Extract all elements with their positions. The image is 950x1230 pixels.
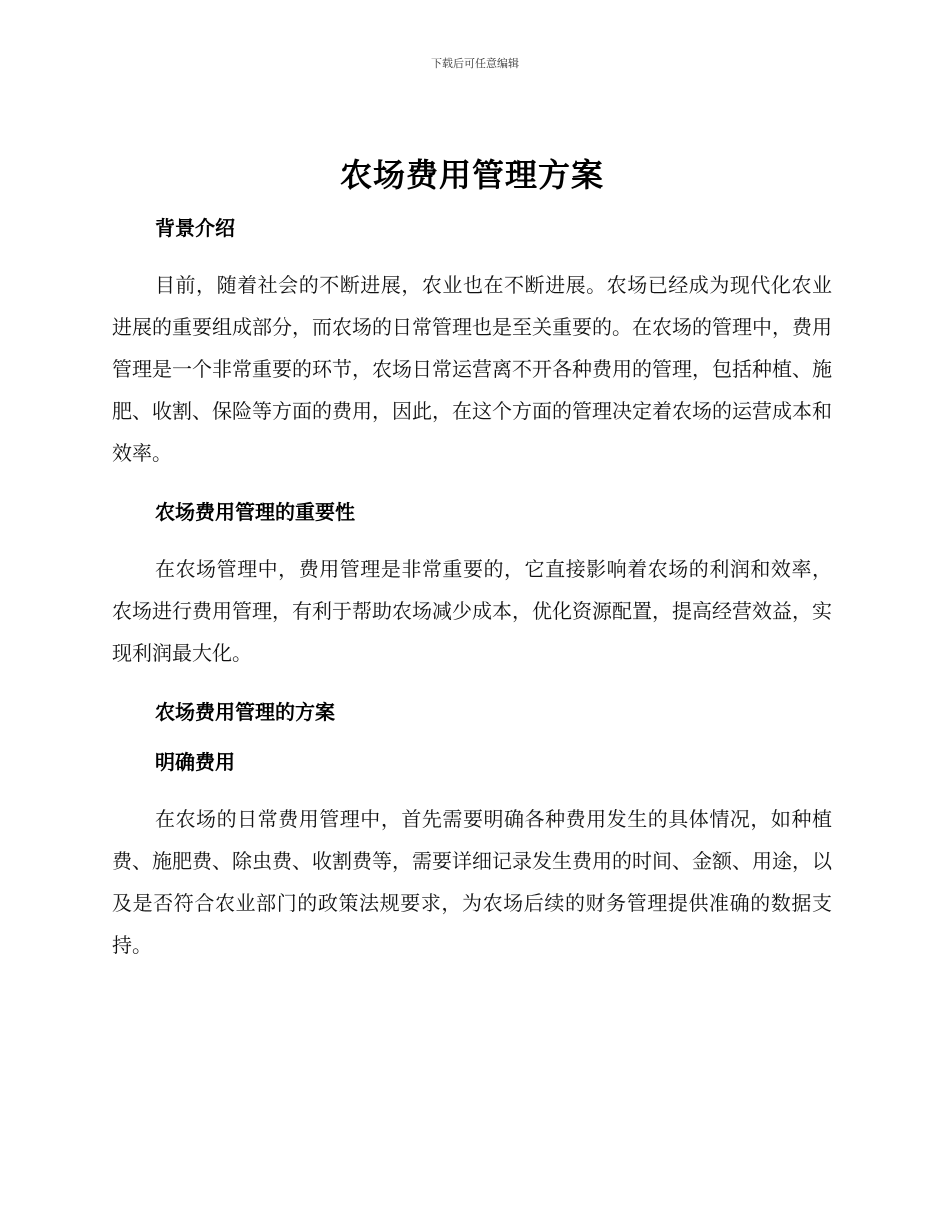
document-body <box>112 150 832 990</box>
header-note: 下载后可任意编辑 <box>431 57 519 70</box>
paragraph-importance: 在农场管理中，费用管理是非常重要的，它直接影响着农场的利润和效率，农场进行费用管理，有利于帮助农场减少成本，优化资源配置，提高经营效益，实现利润最大化。 <box>112 557 832 665</box>
section-heading-define-costs: 明确费用 <box>155 750 235 774</box>
document-title: 农场费用管理方案 <box>339 156 604 194</box>
section-heading-plan: 农场费用管理的方案 <box>155 700 335 724</box>
section-heading-importance: 农场费用管理的重要性 <box>155 500 355 524</box>
paragraph-background: 目前，随着社会的不断进展，农业也在不断进展。农场已经成为现代化农业进展的重要组成部分，而农场的日常管理也是至关重要的。在农场的管理中，费用管理是一个非常重要的环节，农场日常运营离不开各种费用的管理，包括种植、施肥、收割、保险等方面的费用，因此，在这个方面的管理决定着农场的运营成本和效率。 <box>112 273 832 465</box>
section-heading-background: 背景介绍 <box>155 216 235 240</box>
paragraph-define-costs: 在农场的日常费用管理中，首先需要明确各种费用发生的具体情况，如种植费、施肥费、除虫费、收割费等，需要详细记录发生费用的时间、金额、用途，以及是否符合农业部门的政策法规要求，为农场后续的财务管理提供准确的数据支持。 <box>112 807 832 957</box>
